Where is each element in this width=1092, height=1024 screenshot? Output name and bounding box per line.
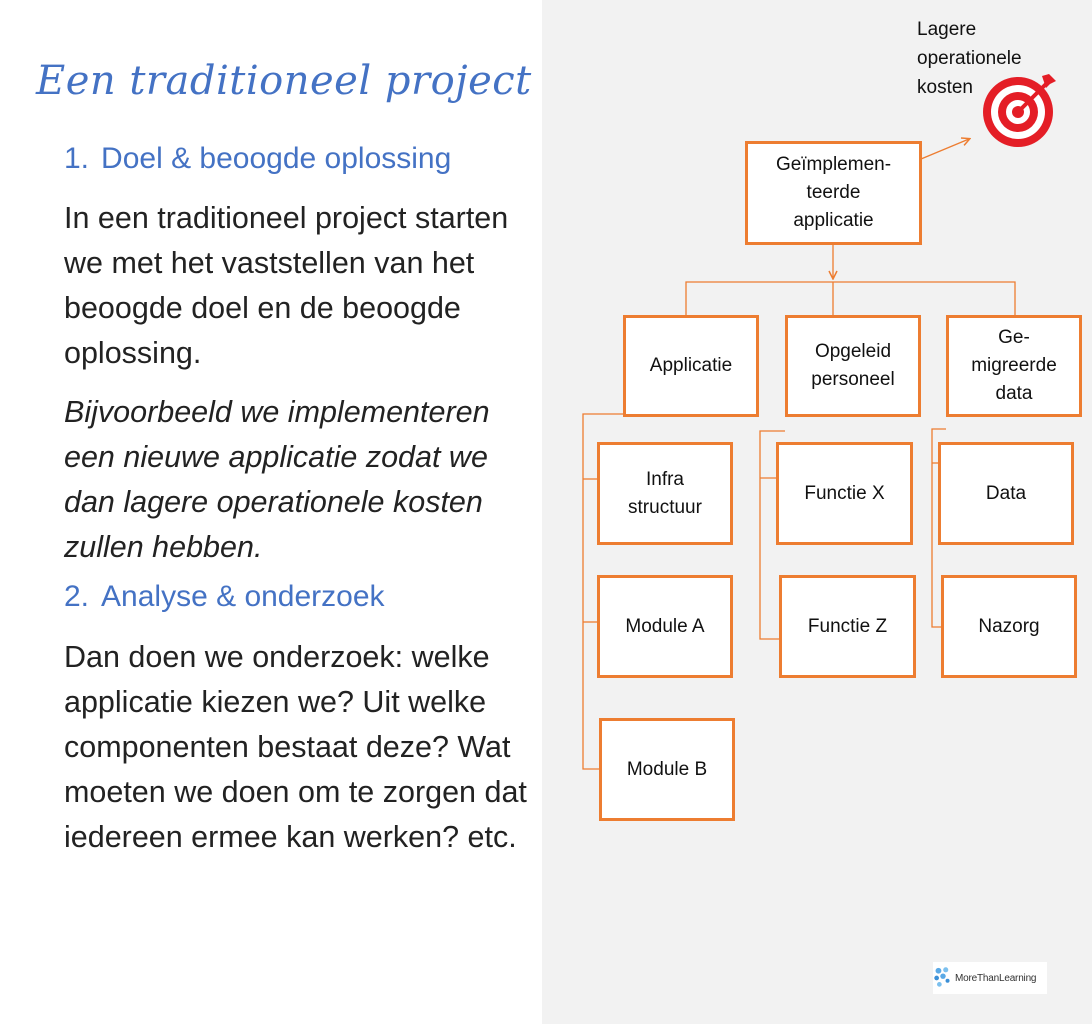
- section-1-number: 1.: [64, 142, 90, 175]
- leaf-box-nazorg: Nazorg: [941, 575, 1077, 678]
- leaf-box-infrastructuur: Infra structuur: [597, 442, 733, 545]
- slide-title: Een traditioneel project: [36, 58, 532, 104]
- section-1-example: Bijvoorbeeld we implementeren een nieuwe applicatie zodat we dan lagere operationele kosten zullen hebben.: [64, 395, 490, 564]
- branch-box-personeel: Opgeleid personeel: [785, 315, 921, 417]
- target-icon: [978, 72, 1058, 152]
- leaf-box-data: Data: [938, 442, 1074, 545]
- section-2-number: 2.: [64, 580, 90, 613]
- section-2-text: Dan doen we onderzoek: welke applicatie kiezen we? Uit welke componenten bestaat deze? Wat moeten we doen om te zorgen dat iedereen ermee kan werken? etc.: [64, 640, 527, 854]
- section-1-heading-text: Doel & beoogde oplossing: [101, 142, 452, 175]
- goal-label: Lagere operationele kosten: [917, 19, 1022, 98]
- section-1-text: In een traditioneel project starten we met het vaststellen van het beoogde doel en de beoogde oplossing.: [64, 201, 509, 370]
- logo-text: MoreThanLearning: [955, 972, 1037, 984]
- leaf-box-module-a: Module A: [597, 575, 733, 678]
- goal-arrow: [921, 139, 969, 159]
- branch-box-applicatie: Applicatie: [623, 315, 759, 417]
- leaf-box-module-b: Module B: [599, 718, 735, 821]
- branch-connector: [686, 282, 1015, 315]
- logo: [933, 962, 1047, 994]
- logo-flower-icon: [933, 964, 953, 992]
- branch-box-data: Ge- migreerde data: [946, 315, 1082, 417]
- root-box: Geïmplemen- teerde applicatie: [745, 141, 922, 245]
- leaf-box-functie-z: Functie Z: [779, 575, 916, 678]
- section-2-heading-text: Analyse & onderzoek: [101, 580, 385, 613]
- leaf-box-functie-x: Functie X: [776, 442, 913, 545]
